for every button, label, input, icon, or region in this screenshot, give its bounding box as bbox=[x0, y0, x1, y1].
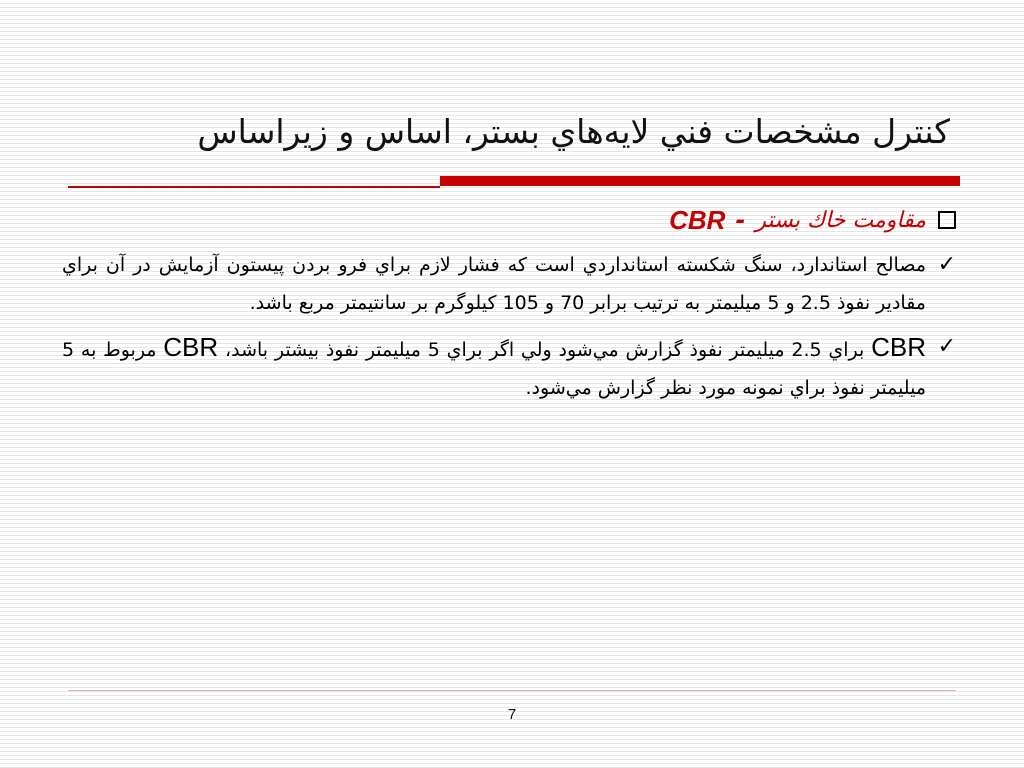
bullet-text: مصالح استاندارد، سنگ شکسته استانداردي است که فشار لازم براي فرو بردن پيستون آزمايش در آن براي مقادير نفوذ 2.5 و 5 ميليمتر به ترتيب برابر 70 و 105 کيلوگرم بر سانتيمتر مربع باشد. bbox=[62, 254, 926, 314]
heading-cbr-label: CBR bbox=[669, 204, 726, 235]
cbr-term: CBR bbox=[871, 332, 927, 362]
section-heading bbox=[62, 200, 962, 240]
heading-dash: - bbox=[735, 206, 746, 234]
bullet-text-part-1: براي 2.5 ميليمتر نفوذ گزارش مي‌شود ولي اگر براي 5 ميليمتر نفوذ بيشتر باشد، bbox=[224, 339, 865, 361]
heading-label: مقاومت خاك بستر bbox=[755, 207, 926, 233]
page-number: 7 bbox=[507, 706, 517, 723]
title-divider-thick bbox=[440, 176, 960, 186]
title-divider-thin bbox=[68, 186, 440, 188]
checkmark-icon: ✓ bbox=[937, 252, 956, 277]
bullet-text-part-2: مربوط به 5 ميليمتر نفوذ براي نمونه مورد نظر گزارش مي‌شود. bbox=[62, 339, 926, 399]
square-bullet-icon bbox=[938, 211, 956, 229]
bullet-item-standard-material bbox=[62, 246, 962, 322]
slide-title: کنترل مشخصات فني لايه‌هاي بستر، اساس و زيراساس bbox=[197, 112, 950, 151]
footer-divider bbox=[68, 690, 956, 691]
checkmark-icon: ✓ bbox=[937, 334, 956, 359]
cbr-term: CBR bbox=[163, 332, 219, 362]
bullet-item-cbr-reporting bbox=[62, 328, 962, 407]
slide-body bbox=[62, 200, 962, 407]
